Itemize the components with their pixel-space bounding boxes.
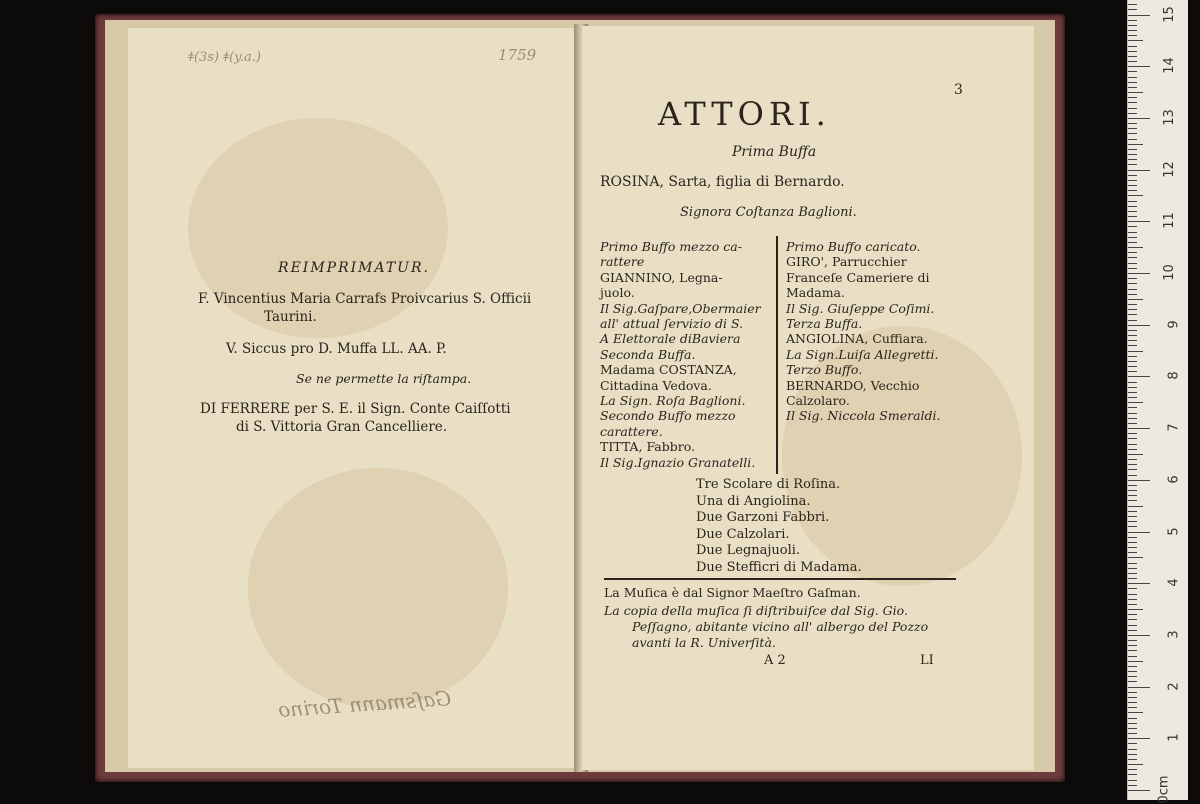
ruler-tick bbox=[1128, 190, 1137, 191]
ruler-tick bbox=[1128, 133, 1137, 134]
cast-line: rattere bbox=[600, 254, 645, 270]
ruler-tick bbox=[1128, 128, 1137, 129]
ruler-tick bbox=[1128, 237, 1137, 238]
ruler-tick bbox=[1128, 30, 1137, 31]
ruler-tick bbox=[1128, 221, 1150, 222]
cast-line: carattere. bbox=[600, 423, 663, 439]
ruler-tick bbox=[1128, 216, 1137, 217]
cast-line: Primo Buffo mezzo ca- bbox=[600, 239, 742, 254]
extras-item: Tre Scolare di Roſina. bbox=[696, 477, 841, 492]
ruler-tick bbox=[1128, 774, 1137, 775]
right-page bbox=[582, 26, 1034, 770]
ruler-tick bbox=[1128, 314, 1137, 315]
reimprimatur-title: REIMPRIMATUR. bbox=[278, 260, 430, 276]
ruler-tick bbox=[1128, 257, 1137, 258]
ruler-tick bbox=[1128, 671, 1137, 672]
approval-line-2: V. Siccus pro D. Muffa LL. AA. P. bbox=[226, 341, 447, 357]
extras-item: Due Legnajuoli. bbox=[696, 543, 801, 558]
ruler-tick bbox=[1128, 764, 1143, 765]
ruler-tick bbox=[1128, 56, 1137, 57]
score-distribution-line-1: La copia della muſica ſi diſtribuiſce dal Sig. Gio. bbox=[604, 603, 908, 618]
ruler-tick bbox=[1128, 345, 1137, 346]
ruler-tick bbox=[1128, 366, 1137, 367]
extras-item: Due Garzoni Fabbri. bbox=[696, 510, 830, 525]
cast-line: Il Sig. Niccola Smeraldi. bbox=[786, 408, 941, 424]
ruler-tick bbox=[1128, 304, 1137, 305]
ruler-tick bbox=[1128, 159, 1137, 160]
ruler-tick bbox=[1128, 294, 1137, 295]
ruler-tick bbox=[1128, 139, 1137, 140]
ruler-tick bbox=[1128, 495, 1137, 496]
ruler-tick bbox=[1128, 728, 1137, 729]
cast-line: all' attual ſervizio di S. bbox=[600, 316, 744, 331]
ruler-tick bbox=[1128, 656, 1137, 657]
ruler-tick bbox=[1128, 423, 1137, 424]
cast-line: GIANNINO, Legna- bbox=[600, 269, 723, 285]
ruler-tick bbox=[1128, 9, 1137, 10]
ruler-tick bbox=[1128, 552, 1137, 553]
ruler-label: 11 bbox=[1162, 212, 1178, 230]
ruler-tick bbox=[1128, 588, 1137, 589]
ruler-tick bbox=[1128, 506, 1143, 507]
cast-line: Cittadina Vedova. bbox=[600, 377, 712, 393]
cast-line: ANGIOLINA, Cuffiara. bbox=[786, 331, 928, 347]
approval-line-4b: di S. Vittoria Gran Cancelliere. bbox=[236, 419, 448, 435]
ruler-tick bbox=[1128, 438, 1137, 439]
ruler-tick bbox=[1128, 211, 1137, 212]
ruler-tick bbox=[1128, 170, 1150, 171]
ruler-tick bbox=[1128, 325, 1150, 326]
ruler-label: 10 bbox=[1162, 264, 1178, 281]
ruler-tick bbox=[1128, 61, 1137, 62]
ruler-tick bbox=[1128, 51, 1137, 52]
ruler-label: 6 bbox=[1166, 475, 1182, 484]
ruler-tick bbox=[1128, 459, 1137, 460]
ruler-tick bbox=[1128, 273, 1150, 274]
bleed-through-signature: Gaſsmann Torino bbox=[277, 685, 452, 723]
ruler-tick bbox=[1128, 247, 1143, 248]
cast-line: Il Sig.Ignazio Granatelli. bbox=[600, 454, 756, 470]
ruler-tick bbox=[1128, 532, 1150, 533]
rosina-singer: Signora Coſtanza Baglioni. bbox=[680, 205, 857, 220]
ruler-tick bbox=[1128, 402, 1143, 403]
ruler-tick bbox=[1128, 268, 1137, 269]
ruler-tick bbox=[1128, 500, 1137, 501]
ruler-tick bbox=[1128, 46, 1137, 47]
ruler-tick bbox=[1128, 568, 1137, 569]
ruler-tick bbox=[1128, 630, 1137, 631]
ruler-tick bbox=[1128, 40, 1143, 41]
ruler-tick bbox=[1128, 320, 1137, 321]
ruler-tick bbox=[1128, 681, 1137, 682]
ruler-tick bbox=[1128, 557, 1143, 558]
extras-item: Una di Angiolina. bbox=[696, 493, 811, 509]
ruler-tick bbox=[1128, 625, 1137, 626]
ruler-tick bbox=[1128, 35, 1137, 36]
ruler-tick bbox=[1128, 263, 1137, 264]
ruler-tick bbox=[1128, 206, 1137, 207]
ruler-tick bbox=[1128, 164, 1137, 165]
ruler-tick bbox=[1128, 640, 1137, 641]
ruler-tick bbox=[1128, 407, 1137, 408]
ruler-tick bbox=[1128, 175, 1137, 176]
ruler-tick bbox=[1128, 387, 1137, 388]
ruler-tick bbox=[1128, 619, 1137, 620]
ruler-tick bbox=[1128, 738, 1150, 739]
ruler-tick bbox=[1128, 185, 1137, 186]
ruler-tick bbox=[1128, 697, 1137, 698]
music-credit: La Muſica è dal Signor Maeſtro Gaſman. bbox=[604, 585, 861, 600]
ruler-tick bbox=[1128, 547, 1137, 548]
ruler-tick bbox=[1128, 123, 1137, 124]
ruler-tick bbox=[1128, 413, 1137, 414]
ruler-tick bbox=[1128, 676, 1137, 677]
extras-item: Due Stefficri di Madama. bbox=[696, 559, 862, 575]
ruler-tick bbox=[1128, 743, 1137, 744]
ruler-tick bbox=[1128, 433, 1137, 434]
ruler-tick bbox=[1128, 335, 1137, 336]
ruler-tick bbox=[1128, 749, 1137, 750]
ruler-label: 1 bbox=[1166, 733, 1182, 742]
ruler-tick bbox=[1128, 356, 1137, 357]
ruler-tick bbox=[1128, 15, 1150, 16]
ruler-tick bbox=[1128, 108, 1137, 109]
ruler-tick bbox=[1128, 299, 1143, 300]
footer-rule bbox=[604, 578, 956, 580]
approval-line-1: F. Vincentius Maria Carrafs Proivcarius S. Officii bbox=[198, 291, 532, 307]
ruler-tick bbox=[1128, 289, 1137, 290]
cast-line: Il Sig. Giuſeppe Coſimi. bbox=[786, 300, 935, 316]
cast-line: Secondo Buffo mezzo bbox=[600, 408, 736, 424]
ruler-tick bbox=[1128, 87, 1137, 88]
ruler-tick bbox=[1128, 444, 1137, 445]
ruler-tick bbox=[1128, 511, 1137, 512]
ruler-tick bbox=[1128, 573, 1137, 574]
catchword: LI bbox=[920, 653, 934, 668]
ruler-tick bbox=[1128, 604, 1137, 605]
ruler-tick bbox=[1128, 382, 1137, 383]
ruler-tick bbox=[1128, 278, 1137, 279]
cast-line: Madama. bbox=[786, 285, 845, 301]
ruler-tick bbox=[1128, 113, 1137, 114]
ruler-tick bbox=[1128, 92, 1143, 93]
ruler-tick bbox=[1128, 201, 1137, 202]
approval-line-1b: Taurini. bbox=[264, 309, 317, 325]
ruler-tick bbox=[1128, 376, 1150, 377]
ruler-tick bbox=[1128, 578, 1137, 579]
ruler-tick bbox=[1128, 723, 1137, 724]
ruler-tick bbox=[1128, 464, 1137, 465]
ruler-tick bbox=[1128, 252, 1137, 253]
cast-line: Primo Buffo caricato. bbox=[786, 239, 921, 254]
cast-line: Calzolaro. bbox=[786, 393, 850, 408]
ruler-tick bbox=[1128, 563, 1137, 564]
ruler-tick bbox=[1128, 180, 1137, 181]
ruler-tick bbox=[1128, 769, 1137, 770]
ruler-tick bbox=[1128, 4, 1137, 5]
ruler-tick bbox=[1128, 583, 1150, 584]
ruler-tick bbox=[1128, 599, 1137, 600]
ruler-tick bbox=[1128, 71, 1137, 72]
rosina-role: ROSINA, Sarta, figlia di Bernardo. bbox=[600, 174, 845, 190]
ruler-tick bbox=[1128, 645, 1137, 646]
ruler-tick bbox=[1128, 718, 1137, 719]
measurement-ruler bbox=[1127, 0, 1188, 804]
ruler-tick bbox=[1128, 480, 1150, 481]
ruler-tick bbox=[1128, 454, 1143, 455]
ruler-tick bbox=[1128, 97, 1137, 98]
ruler-tick bbox=[1128, 594, 1137, 595]
ruler-label: 13 bbox=[1162, 109, 1178, 126]
ruler-tick bbox=[1128, 780, 1137, 781]
ruler-tick bbox=[1128, 340, 1137, 341]
page-number: 3 bbox=[954, 82, 963, 98]
ruler-tick bbox=[1128, 66, 1150, 67]
ruler-label: 14 bbox=[1162, 57, 1178, 74]
ruler-tick bbox=[1128, 118, 1150, 119]
ruler-tick bbox=[1128, 242, 1137, 243]
ruler-tick bbox=[1128, 650, 1137, 651]
ruler-label: 4 bbox=[1166, 578, 1182, 587]
ruler-tick bbox=[1128, 712, 1143, 713]
ruler-label: 15 bbox=[1162, 5, 1178, 23]
ruler-label: 3 bbox=[1166, 630, 1182, 639]
cast-line: TITTA, Fabbro. bbox=[600, 439, 696, 455]
cast-line: Terzo Buffo. bbox=[786, 362, 863, 378]
paper-stain bbox=[248, 468, 508, 708]
ruler-tick bbox=[1128, 609, 1143, 610]
ruler-tick bbox=[1128, 790, 1150, 791]
ruler-tick bbox=[1128, 490, 1137, 491]
pencil-annotation: ǂ(3s) ǂ(y.a.) bbox=[188, 50, 261, 65]
ruler-tick bbox=[1128, 702, 1137, 703]
ruler-tick bbox=[1128, 692, 1137, 693]
cast-line: Franceſe Cameriere di bbox=[786, 269, 930, 285]
ruler-tick bbox=[1128, 521, 1137, 522]
ruler-tick bbox=[1128, 614, 1137, 615]
ruler-label: 7 bbox=[1166, 423, 1182, 432]
ruler-label: 9 bbox=[1166, 320, 1182, 329]
ruler-tick bbox=[1128, 371, 1137, 372]
ruler-label: 5 bbox=[1166, 526, 1182, 536]
ruler-tick bbox=[1128, 526, 1137, 527]
ruler-tick bbox=[1128, 785, 1137, 786]
signature-mark: A 2 bbox=[764, 653, 786, 668]
ruler-tick bbox=[1128, 232, 1137, 233]
ruler-label: 0cm bbox=[1156, 775, 1172, 804]
ruler-tick bbox=[1128, 20, 1137, 21]
cast-line: GIRO', Parrucchier bbox=[786, 254, 907, 270]
ruler-tick bbox=[1128, 392, 1137, 393]
ruler-tick bbox=[1128, 485, 1137, 486]
approval-line-3: Se ne permette la riſtampa. bbox=[296, 371, 472, 386]
ruler-label: 2 bbox=[1166, 681, 1182, 691]
ruler-tick bbox=[1128, 149, 1137, 150]
ruler-tick bbox=[1128, 475, 1137, 476]
ruler-tick bbox=[1128, 226, 1137, 227]
ruler-tick bbox=[1128, 309, 1137, 310]
ruler-tick bbox=[1128, 361, 1137, 362]
ruler-tick bbox=[1128, 195, 1143, 196]
ruler-tick bbox=[1128, 537, 1137, 538]
extras-item: Due Calzolari. bbox=[696, 526, 790, 542]
ruler-tick bbox=[1128, 25, 1137, 26]
ruler-tick bbox=[1128, 428, 1150, 429]
cast-line: A Elettorale diBaviera bbox=[600, 331, 741, 347]
ruler-tick bbox=[1128, 351, 1143, 352]
ruler-tick bbox=[1128, 687, 1150, 688]
cast-line: La Sign. Roſa Baglioni. bbox=[600, 393, 746, 408]
ruler-tick bbox=[1128, 733, 1137, 734]
ruler-tick bbox=[1128, 661, 1143, 662]
pencil-number: 1759 bbox=[498, 46, 537, 64]
ruler-label: 12 bbox=[1162, 160, 1178, 178]
score-distribution-line-3: avanti la R. Univerſità. bbox=[632, 635, 776, 650]
cast-line: La Sign.Luiſa Allegretti. bbox=[786, 346, 939, 362]
actors-heading: ATTORI. bbox=[658, 95, 831, 133]
cast-line: juolo. bbox=[600, 285, 635, 301]
ruler-tick bbox=[1128, 102, 1137, 103]
cast-line: Il Sig.Gaſpare,Obermaier bbox=[600, 300, 761, 316]
ruler-tick bbox=[1128, 542, 1137, 543]
ruler-tick bbox=[1128, 144, 1143, 145]
ruler-tick bbox=[1128, 635, 1150, 636]
ruler-tick bbox=[1128, 707, 1137, 708]
ruler-tick bbox=[1128, 666, 1137, 667]
column-divider bbox=[776, 236, 778, 474]
ruler-tick bbox=[1128, 77, 1137, 78]
cast-line: Madama COSTANZA, bbox=[600, 362, 737, 378]
ruler-tick bbox=[1128, 469, 1137, 470]
approval-line-4: DI FERRERE per S. E. il Sign. Conte Caiſſotti bbox=[200, 401, 511, 417]
ruler-tick bbox=[1128, 759, 1137, 760]
cast-line: Terza Buffa. bbox=[786, 316, 863, 331]
score-distribution-line-2: Peſſagno, abitante vicino all' albergo del Pozzo bbox=[632, 619, 929, 634]
ruler-tick bbox=[1128, 283, 1137, 284]
ruler-tick bbox=[1128, 418, 1137, 419]
ruler-tick bbox=[1128, 449, 1137, 450]
ruler-tick bbox=[1128, 516, 1137, 517]
cast-line: Seconda Buffa. bbox=[600, 346, 696, 362]
cast-line: BERNARDO, Vecchio bbox=[786, 377, 920, 393]
prima-buffa-label: Prima Buffa bbox=[732, 144, 817, 160]
ruler-tick bbox=[1128, 82, 1137, 83]
ruler-label: 8 bbox=[1166, 371, 1182, 381]
ruler-tick bbox=[1128, 754, 1137, 755]
ruler-tick bbox=[1128, 154, 1137, 155]
ruler-tick bbox=[1128, 330, 1137, 331]
ruler-tick bbox=[1128, 397, 1137, 398]
left-page bbox=[128, 28, 580, 768]
